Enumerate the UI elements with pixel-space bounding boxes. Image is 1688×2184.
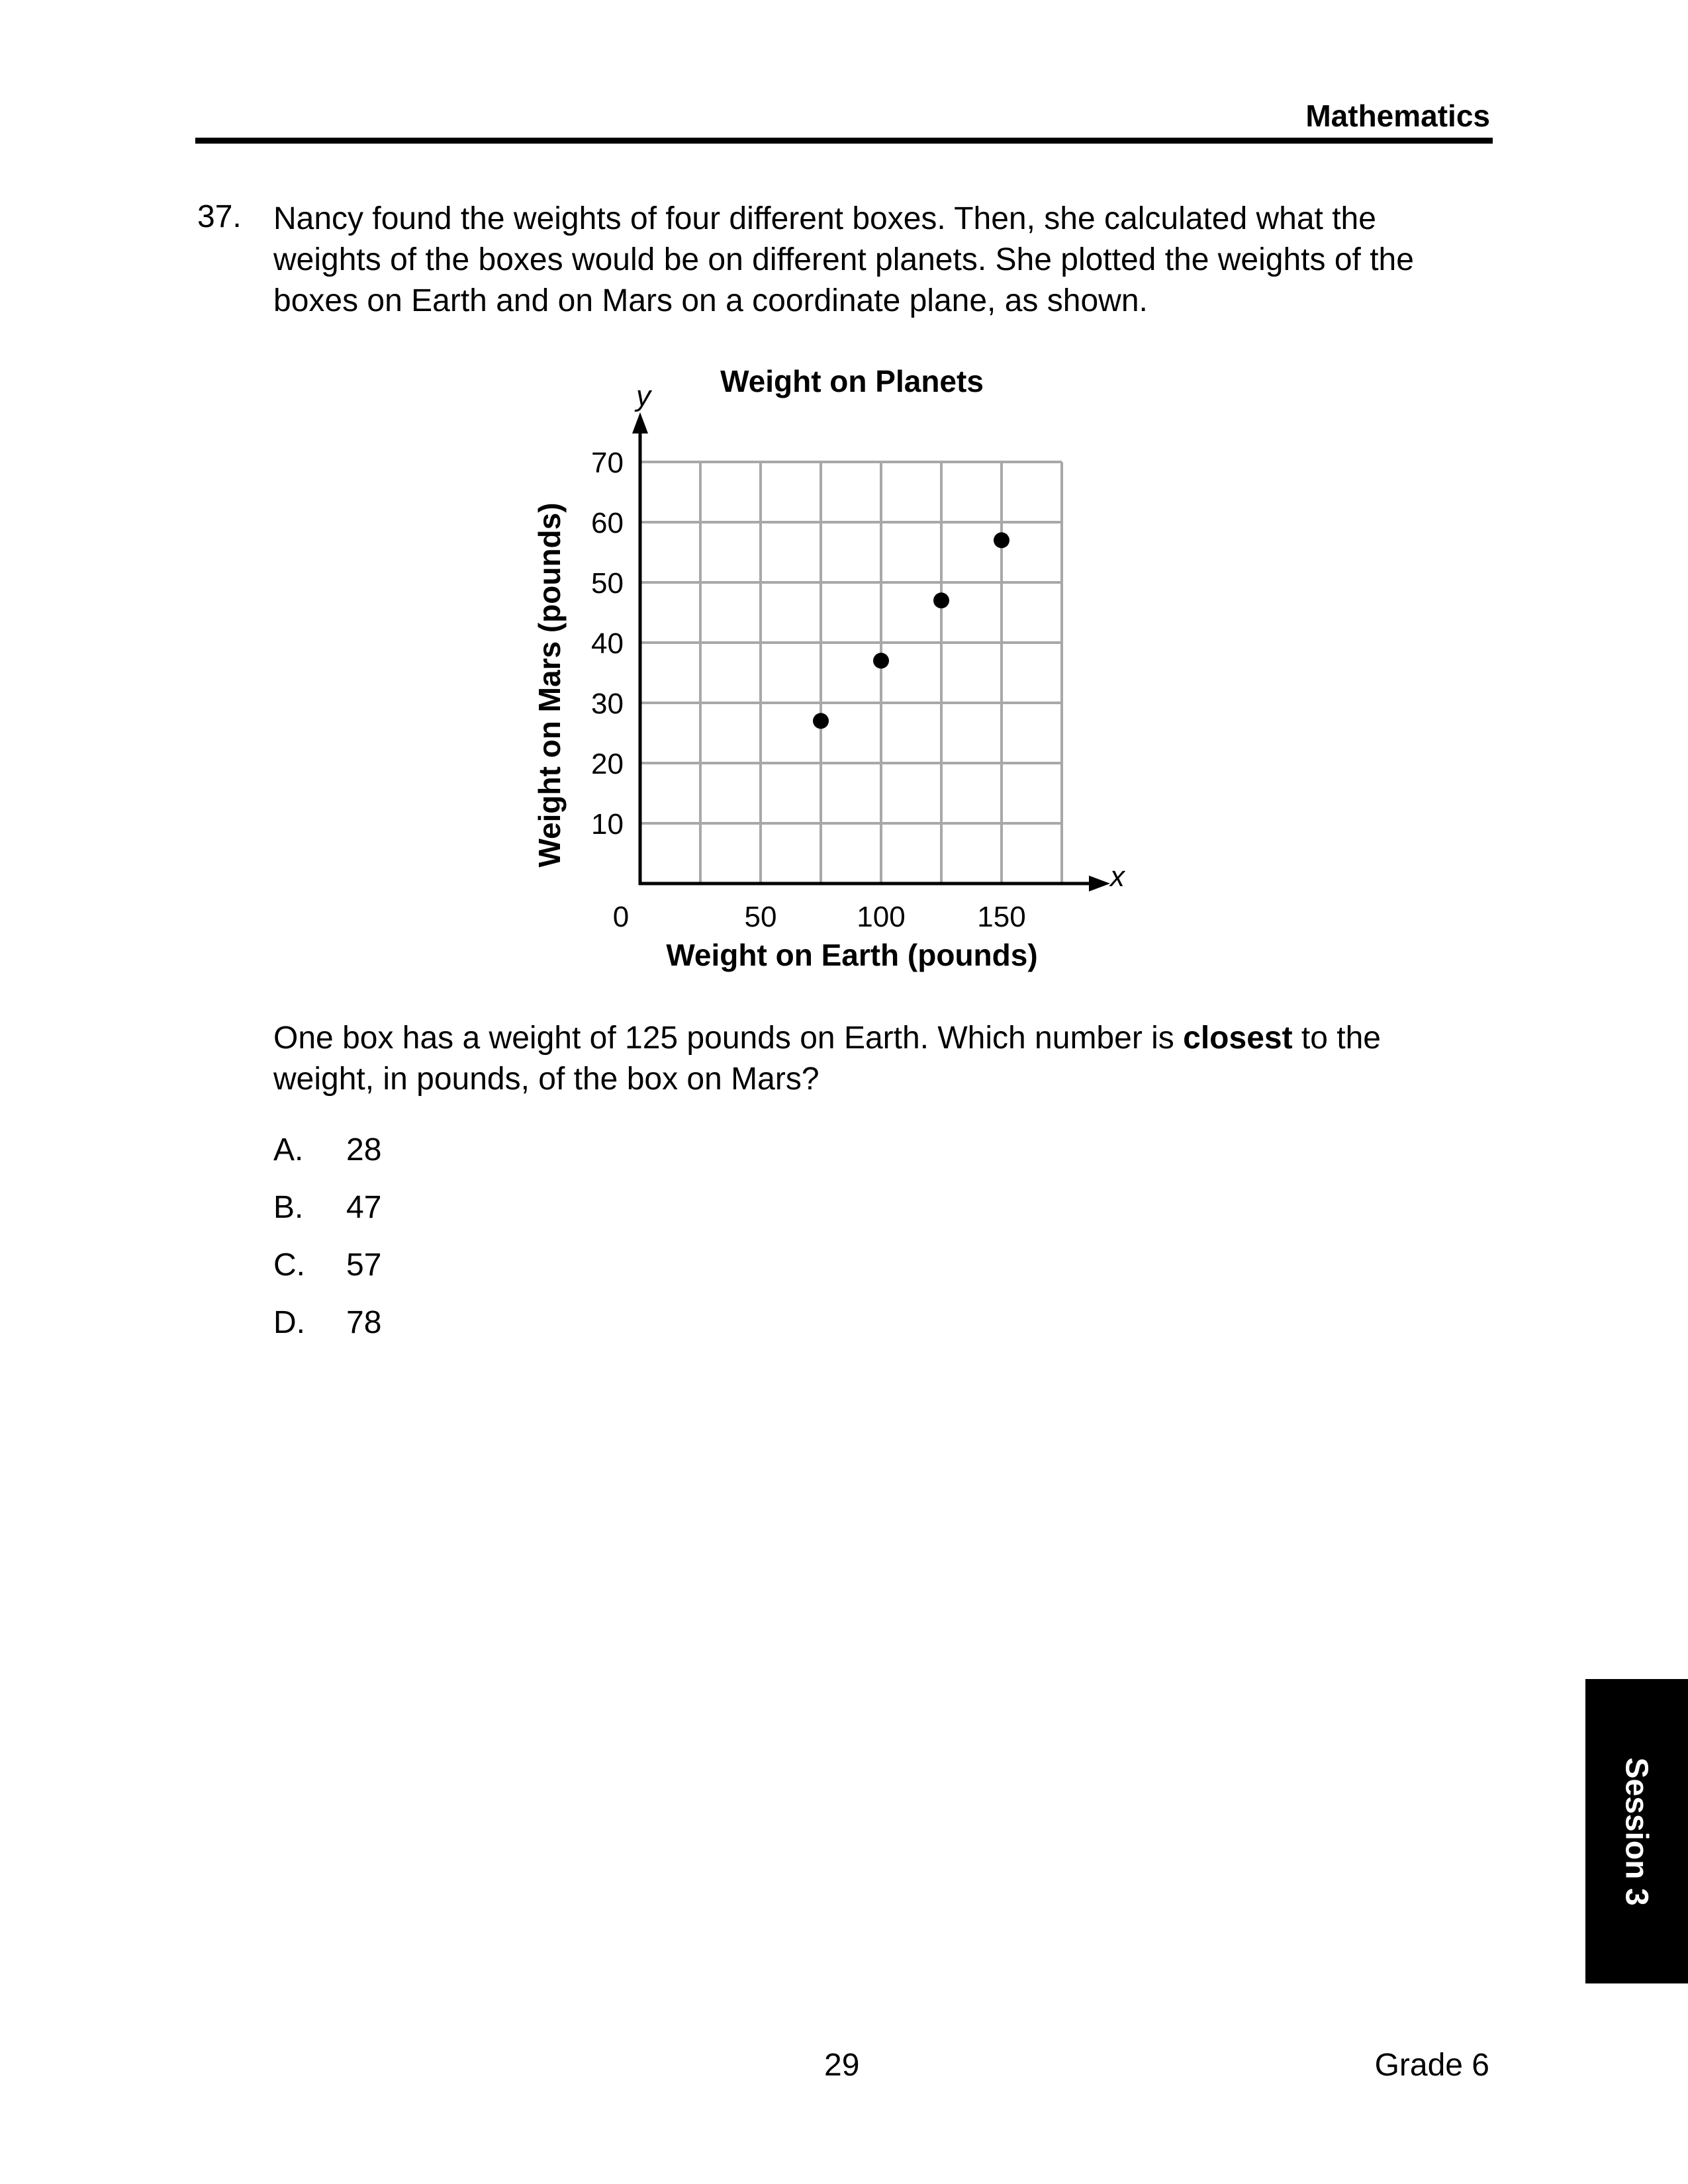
y-tick-label: 30 bbox=[591, 688, 624, 720]
choice-c[interactable] bbox=[273, 1247, 381, 1304]
data-point bbox=[994, 532, 1009, 548]
subject-header: Mathematics bbox=[1305, 99, 1490, 133]
y-tick-label: 70 bbox=[591, 447, 624, 479]
y-axis-symbol: y bbox=[636, 380, 651, 412]
page-number: 29 bbox=[824, 2048, 860, 2083]
prompt-emphasis: closest bbox=[1183, 1021, 1293, 1056]
choice-value: 57 bbox=[346, 1248, 382, 1283]
y-tick-label: 50 bbox=[591, 567, 624, 600]
question-prompt-line bbox=[273, 1018, 1485, 1059]
question-prompt-line: weight, in pounds, of the box on Mars? bbox=[273, 1062, 820, 1097]
y-tick-label: 20 bbox=[591, 748, 624, 780]
x-tick-label: 150 bbox=[977, 901, 1026, 933]
x-axis-label: Weight on Earth (pounds) bbox=[666, 938, 1038, 972]
choice-letter: B. bbox=[273, 1190, 304, 1225]
prompt-text: One box has a weight of 125 pounds on Earth. Which number is bbox=[273, 1021, 1184, 1056]
x-axis-symbol: x bbox=[1110, 860, 1125, 893]
session-tab-label: Session 3 bbox=[1619, 1756, 1655, 1906]
weight-scatter-chart bbox=[516, 344, 1152, 979]
data-point bbox=[873, 653, 889, 668]
question-text-line: Nancy found the weights of four different boxes. Then, she calculated what the bbox=[273, 201, 1376, 236]
x-tick-label: 50 bbox=[744, 901, 777, 933]
question-text-line: boxes on Earth and on Mars on a coordinate plane, as shown. bbox=[273, 283, 1148, 318]
x-axis-arrow bbox=[1089, 876, 1110, 891]
chart-points bbox=[813, 532, 1009, 729]
y-tick-label: 60 bbox=[591, 507, 624, 539]
chart-title: Weight on Planets bbox=[720, 364, 984, 398]
grade-label: Grade 6 bbox=[1374, 2048, 1489, 2083]
chart-tick-labels bbox=[591, 447, 1026, 933]
origin-label: 0 bbox=[612, 901, 630, 933]
question-number: 37. bbox=[197, 199, 242, 234]
data-point bbox=[813, 713, 829, 729]
y-axis-label: Weight on Mars (pounds) bbox=[532, 502, 567, 868]
choice-letter: A. bbox=[273, 1132, 304, 1167]
choice-b[interactable] bbox=[273, 1189, 381, 1247]
question-prompt bbox=[273, 1018, 1485, 1100]
choice-value: 47 bbox=[346, 1190, 382, 1225]
question-text-line: weights of the boxes would be on different planets. She plotted the weights of the bbox=[273, 242, 1414, 277]
x-tick-label: 100 bbox=[857, 901, 906, 933]
answer-choices bbox=[273, 1132, 381, 1362]
session-tab bbox=[1585, 1679, 1688, 1983]
choice-letter: C. bbox=[273, 1248, 305, 1283]
choice-d[interactable] bbox=[273, 1304, 381, 1362]
y-axis-arrow bbox=[632, 412, 648, 433]
choice-a[interactable] bbox=[273, 1132, 381, 1189]
chart-grid bbox=[640, 462, 1062, 884]
y-tick-label: 40 bbox=[591, 627, 624, 660]
y-tick-label: 10 bbox=[591, 808, 624, 841]
chart-axes bbox=[632, 412, 1110, 891]
header-rule bbox=[195, 138, 1493, 144]
choice-value: 78 bbox=[346, 1305, 382, 1340]
choice-letter: D. bbox=[273, 1305, 305, 1340]
data-point bbox=[933, 592, 949, 608]
prompt-text: to the bbox=[1292, 1021, 1381, 1056]
question-text bbox=[273, 199, 1485, 322]
choice-value: 28 bbox=[346, 1132, 382, 1167]
